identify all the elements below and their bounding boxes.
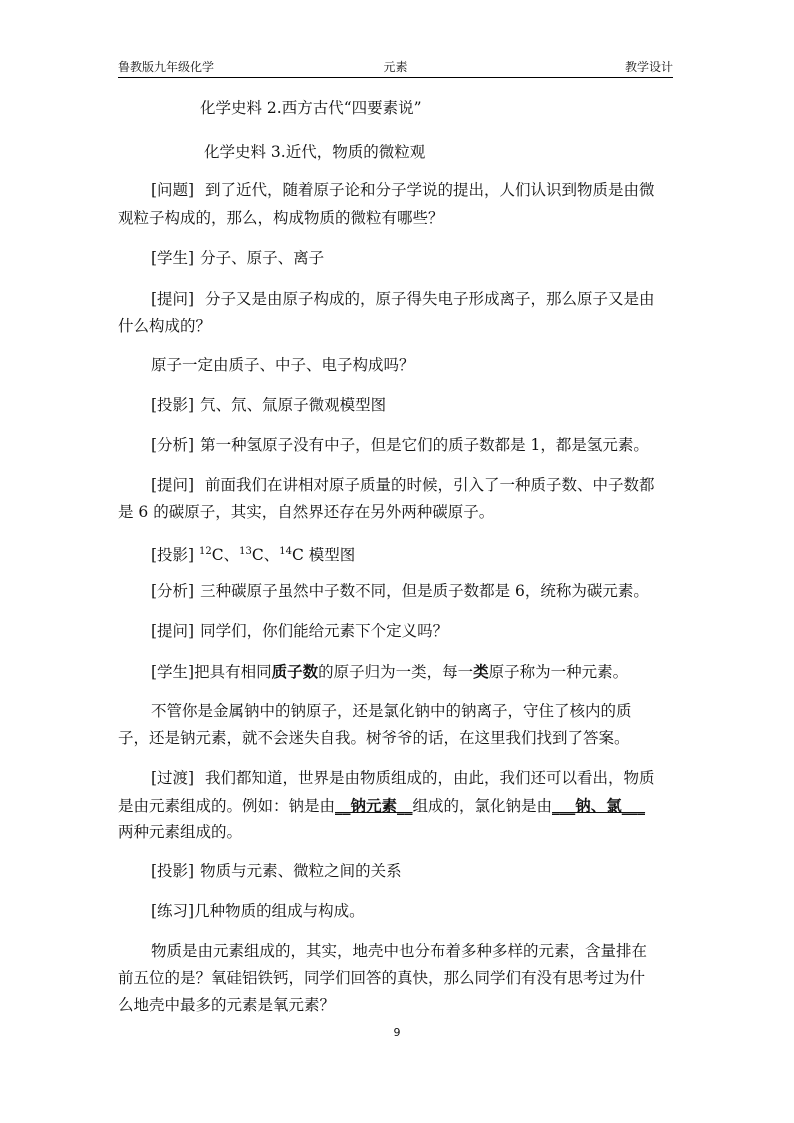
history-material-3: 化学史料 3.近代，物质的微粒观 bbox=[204, 143, 426, 161]
paragraph-crust: 物质是由元素组成的，其实，地壳中也分布着多种多样的元素，含量排在 bbox=[151, 942, 648, 960]
paragraph-sodium-cont: 子，还是钠元素，就不会迷失自我。树爷爷的话，在这里我们找到了答案。 bbox=[118, 729, 630, 747]
transition-1-cont: 是由元素组成的。例如：钠是由__钠元素__组成的，氯化钠是由___钠、氯___ bbox=[118, 796, 646, 815]
header-rule bbox=[118, 77, 673, 78]
teacher-question-1-cont: 什么构成的？ bbox=[118, 317, 212, 335]
projection-3: [投影] 物质与元素、微粒之间的关系 bbox=[151, 862, 402, 880]
projection-1: [投影] 氕、氘、氚原子微观模型图 bbox=[151, 396, 387, 414]
paragraph-sodium: 不管你是金属钠中的钠原子，还是氯化钠中的钠离子，守住了核内的质 bbox=[151, 702, 632, 720]
analysis-1: [分析] 第一种氢原子没有中子，但是它们的质子数都是 1，都是氢元素。 bbox=[151, 436, 649, 454]
teacher-question-2: [提问] 前面我们在讲相对原子质量的时候，引入了一种质子数、中子数都 bbox=[151, 476, 655, 494]
teacher-question-2-cont: 是 6 的碳原子，其实，自然界还存在另外两种碳原子。 bbox=[118, 503, 495, 521]
student-answer-2: [学生]把具有相同质子数的原子归为一类，每一类原子称为一种元素。 bbox=[151, 662, 629, 681]
history-material-2: 化学史料 2.西方古代“四要素说” bbox=[200, 99, 422, 117]
student-answer-1: [学生] 分子、原子、离子 bbox=[151, 249, 325, 267]
question-1: [问题] 到了近代，随着原子论和分子学说的提出，人们认识到物质是由微 bbox=[151, 181, 655, 199]
header-doc-type: 教学设计 bbox=[624, 60, 673, 74]
teacher-question-3: [提问] 同学们，你们能给元素下个定义吗？ bbox=[151, 622, 449, 640]
paragraph-crust-cont-2: 么地壳中最多的元素是氧元素？ bbox=[118, 996, 336, 1014]
header-course: 鲁教版九年级化学 bbox=[118, 60, 215, 74]
teacher-question-1: [提问] 分子又是由原子构成的，原子得失电子形成离子，那么原子又是由 bbox=[151, 290, 655, 308]
question-line: 原子一定由质子、中子、电子构成吗？ bbox=[151, 356, 415, 374]
transition-1-end: 两种元素组成的。 bbox=[118, 823, 243, 841]
analysis-2: [分析] 三种碳原子虽然中子数不同，但是质子数都是 6，统称为碳元素。 bbox=[151, 582, 649, 600]
question-1-cont: 观粒子构成的，那么，构成物质的微粒有哪些？ bbox=[118, 209, 444, 227]
header-topic: 元素 bbox=[383, 60, 408, 74]
exercise-1: [练习]几种物质的组成与构成。 bbox=[151, 902, 365, 920]
projection-2: [投影] $^{12}$C、$^{13}$C、$^{14}$C 模型图 bbox=[151, 546, 356, 564]
page-number: 9 bbox=[393, 1026, 401, 1039]
transition-1: [过渡] 我们都知道，世界是由物质组成的，由此，我们还可以看出，物质 bbox=[151, 769, 655, 787]
page-header bbox=[118, 56, 673, 76]
paragraph-crust-cont-1: 前五位的是？氧硅铝铁钙，同学们回答的真快，那么同学们有没有思考过为什 bbox=[118, 969, 646, 987]
